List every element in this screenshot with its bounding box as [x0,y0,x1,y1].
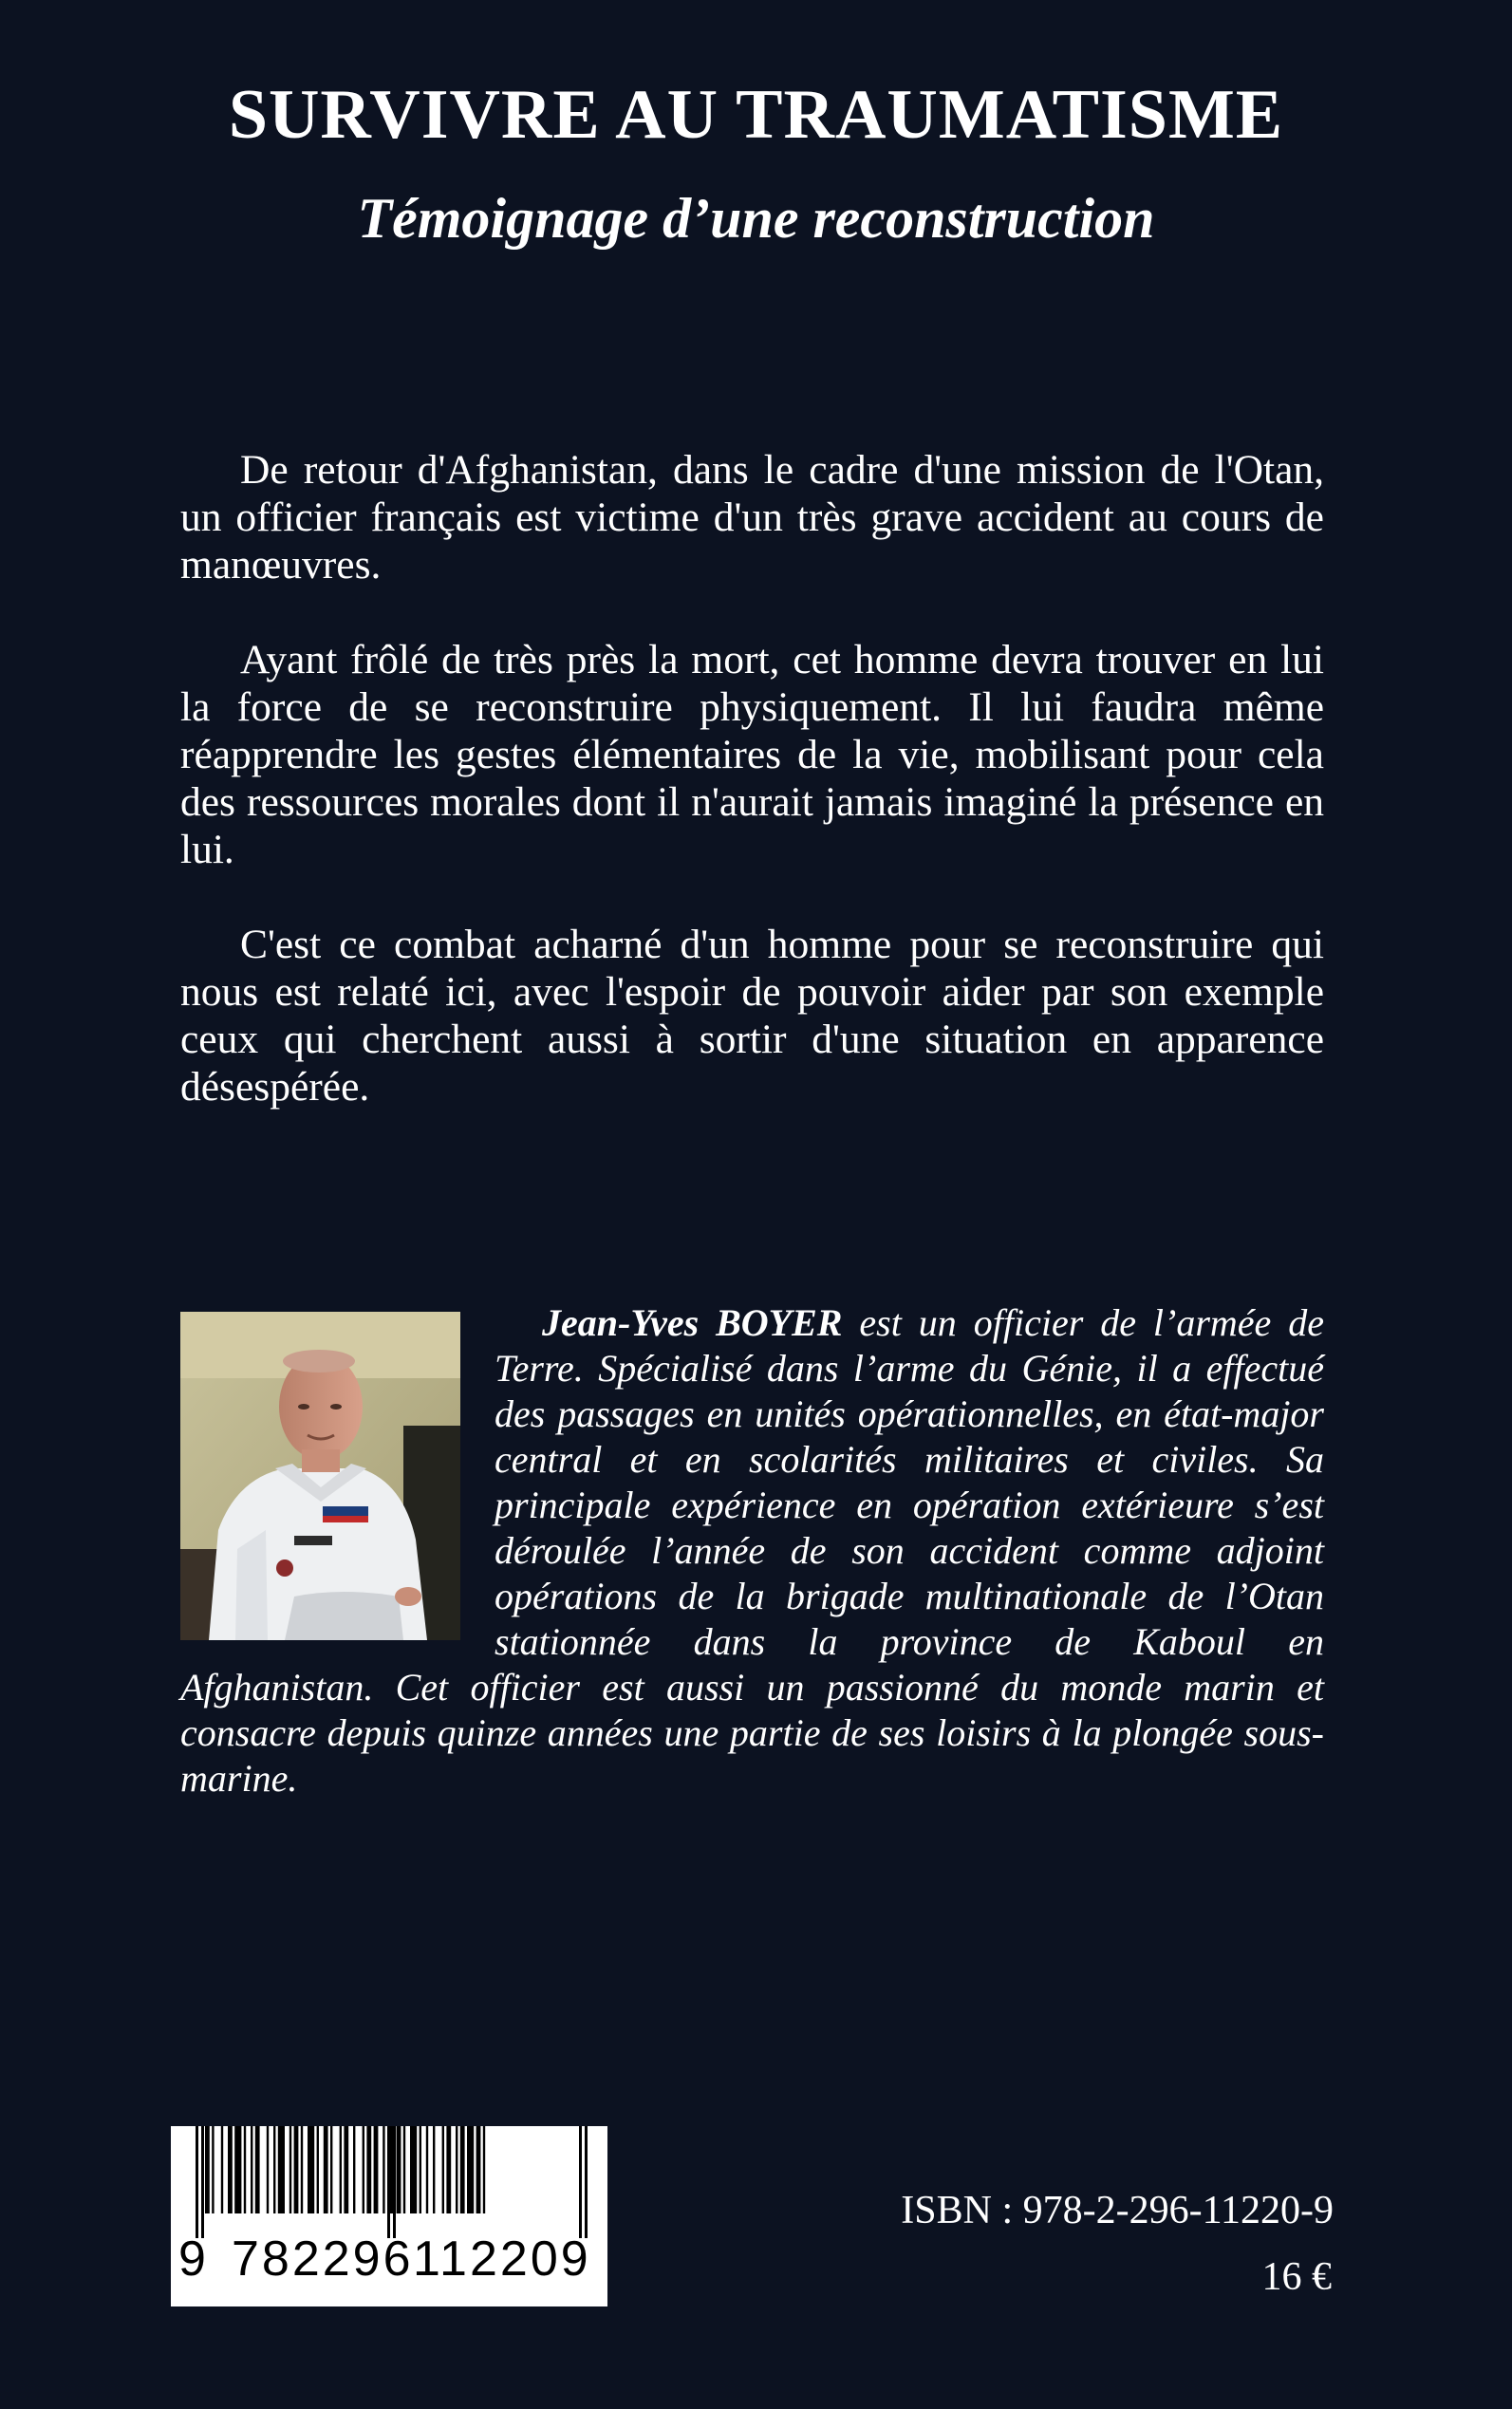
barcode-bar [255,2126,260,2213]
barcode-bar [383,2126,384,2213]
barcode-bar [442,2126,444,2213]
barcode-bar [366,2126,371,2213]
synopsis-paragraph: De retour d'Afghanistan, dans le cadre d'une mission de l'Otan, un officier français est victime d'un très grave accident au cours de manœuvres. [180,447,1324,588]
barcode-bar [205,2126,210,2213]
barcode-bar [317,2126,319,2213]
barcode-bar [420,2126,421,2213]
author-photo [180,1312,460,1640]
barcode-bar [294,2126,299,2213]
book-subtitle: Témoignage d’une reconstruction [357,187,1155,250]
barcode-bar [353,2126,355,2213]
barcode-bar [221,2126,223,2213]
barcode-bar [340,2126,342,2213]
barcode-bar [234,2126,241,2213]
barcode-bar [483,2126,485,2213]
barcode-digits [171,2212,607,2306]
synopsis-paragraph: Ayant frôlé de très près la mort, cet homme devra trouver en lui la force de se reconstruire physiquement. Il lui faudra même réapprendre les gestes élémentaires de la vie, mobilisant pour cela des ressources morales dont il n'aurait jamais imaginé la présence en lui. [180,637,1324,872]
barcode-group-left: 782296 [232,2232,414,2287]
author-bio-text: est un officier de l’armée de Terre. Spécialisé dans l’arme du Génie, il a effectué des passages en unités opérationnelles, en état-major central et en scolarités militaires et civiles. Sa principale expérience en opération extérieure s’est déroulée l’année de son accident comme adjoint opérations de la brigade multinationale de l’Otan stationnée dans la province de Kaboul en Afghanistan. Cet officier est aussi un passionné du monde marin et consacre depuis quinze années une partie de ses loisirs à la plongée sous-marine. [180,1301,1324,1800]
barcode-bar [476,2126,481,2213]
barcode-bar [278,2126,285,2213]
barcode-bar [301,2126,303,2213]
barcode-bar [308,2126,314,2213]
barcode-bar [433,2126,435,2213]
barcode-bar [456,2126,457,2213]
barcode-bar [446,2126,451,2213]
price: 16 € [1261,2255,1332,2299]
barcode-bar [289,2126,291,2213]
barcode-bar [374,2126,379,2213]
barcode-bar [426,2126,428,2213]
synopsis-paragraph: C'est ce combat acharné d'un homme pour se reconstruire qui nous est relaté ici, avec l'espoir de pouvoir aider par son exemple ceux qui cherchent aussi à sortir d'une situation en apparence désespérée. [180,922,1324,1110]
barcode-bar [273,2126,275,2213]
barcode-bar [363,2126,364,2213]
barcode-bar [251,2126,252,2213]
barcode-lead-digit: 9 [178,2232,206,2287]
barcode-bar [403,2126,405,2213]
barcode-group-right: 112209 [413,2232,591,2287]
barcode-bar [212,2126,214,2213]
barcode-bar [467,2126,474,2213]
barcode-bar [410,2126,417,2213]
barcode-bar [330,2126,332,2213]
barcode-bar [267,2126,269,2213]
isbn: ISBN : 978-2-296-11220-9 [901,2189,1334,2232]
barcode-bar [228,2126,233,2213]
barcode-bar [324,2126,328,2213]
barcode-bar [344,2126,348,2213]
author-name: Jean-Yves BOYER [542,1301,843,1344]
book-title: SURVIVRE AU TRAUMATISME [228,76,1284,154]
barcode-bar [244,2126,246,2213]
synopsis [180,446,1324,1158]
barcode-bar [397,2126,401,2213]
author-bio [180,1300,1324,1802]
barcode-bar [460,2126,465,2213]
